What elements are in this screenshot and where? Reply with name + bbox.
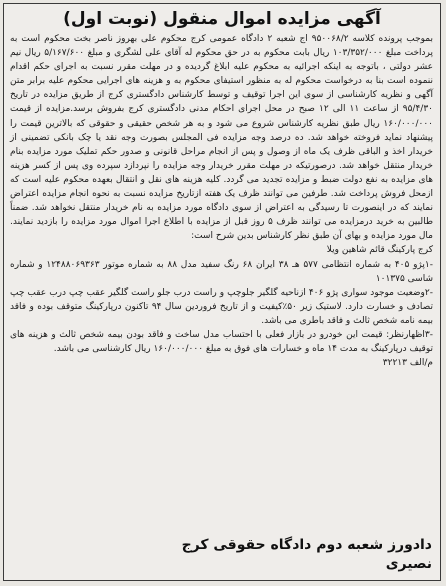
notice-title: آگهی مزایده اموال منقول (نوبت اول) bbox=[63, 9, 381, 29]
signature-title: دادورز شعبه دوم دادگاه حقوقی کرج bbox=[181, 537, 432, 553]
auction-notice bbox=[3, 3, 441, 581]
notice-location: کرج پارکینگ قائم شاهین ویلا bbox=[326, 245, 433, 256]
notice-reference: م/الف ۳۲۲۱۳ bbox=[382, 358, 433, 369]
notice-main-paragraph: بموجب پرونده کلاسه ۹۵۰۰۶۸/۲ اج شعبه ۲ دادگاه عمومی کرج محکوم علی بهروز ناصر بخت محکوم است به پرداخت مبلغ ۱۰۳/۳۵۲/۰۰۰ ریال بابت محکوم به در حق محکوم له آقای علی لشگری و مبلغ ۵/۱۶۷/۶۰۰ ریال نیم عشر دولتی ، باتوجه به اینکه اجرائیه به محکوم علیه ابلاغ گردیده و در مهلت مقرر نسبت به اجرای حکم اقدام ننموده است بنا به درخواست محکوم له به منظور استیفای محکوم به و هزینه های اجرایی محکوم علیه برابر متن آگهی و نظریه کارشناسی از سوی این اجرا توقیف و توسط کارشناس دادگستری کرج از طریق مزایده در تاریخ ۹۵/۴/۳۰ از ساعت ۱۱ الی ۱۲ صبح در محل اجرای احکام مدنی دادگستری کرج بفروش برسد.مزایده از قیمت ۱۶۰/۰۰۰/۰۰۰ ریال طبق نظریه کارشناس شروع می شود و به هر شخص حقیقی و حقوقی که بالاترین قیمت را پیشنهاد نماید فروخته خواهد شد. ده درصد وجه مزایده فی المجلس بصورت وجه نقد یا چک بانکی تضمینی از خریدار اخذ و الباقی ظرف یک ماه از وصول و پس از انجام مراحل قانونی و صدور حکم تملیک مورد مزایده بنام خریدار منتقل خواهد شد. درصورتیکه در مهلت مقرر خریدار وجه مزایده را نپردازد سپرده وی پس از کسر هزینه های مزایده به نفع دولت ضبط و مزایده تجدید می گردد. کلیه هزینه های نقل و انتقال بعهده محکوم علیه است که ازمحل فروش پرداخت شد. طرفین می توانند ظرف یک هفته ازتاریخ مزایده نسبت به نحوه انجام مزایده اعتراض نمایند که در اینصورت تا رسیدگی به اعتراض از سوی دادگاه مورد مزایده به نام خریدار منتقل نخواهد شد. ضمناً طالبین به خرید درمزایده می توانند ظرف ۵ روز قبل از مزایده با اطلاع اجرا اموال مورد مزایده را بازدید نمایند. مال مورد مزایده و بهای آن طبق نظر کارشناس بدین شرح است: bbox=[10, 34, 433, 242]
notice-signature bbox=[12, 536, 432, 574]
signature-name: نصیری bbox=[385, 556, 432, 572]
notice-item-2: -۲وضعیت موجود سواری پژو ۴۰۶ ازناحیه گلگیر جلوچپ و راست درب جلو راست گلگیر عقب چپ درب عقب چپ تصادف و خسارت دارد. لاستیک زیر ۵۰٪کیفیت و از تاریخ فروردین سال ۹۴ تاکنون درپارکینگ متوقف بوده و فاقد بیمه نامه شخص ثالث و فاقد باطری می باشد. bbox=[10, 287, 433, 326]
notice-item-3: -۳اظهارنظر: قیمت این خودرو در بازار فعلی با احتساب مدل ساخت و فاقد بودن بیمه شخص ثالث و هزینه های توقیف درپارکینگ به مدت ۱۴ ماه و خسارات های فوق به مبلغ ۱۶۰/۰۰۰/۰۰۰ ریال کارشناسی می باشد. bbox=[10, 329, 433, 355]
notice-item-1: -۱پژو ۴۰۵ به شماره انتظامی ۵۷۷ هـ ۳۸ ایران ۶۸ رنگ سفید مدل ۸۸ به شماره موتور ۱۲۴۸۸۰۶۹۳۶۳ و شماره شاسی ۱۰۱۳۷۵ bbox=[10, 259, 433, 284]
notice-body bbox=[4, 32, 440, 370]
